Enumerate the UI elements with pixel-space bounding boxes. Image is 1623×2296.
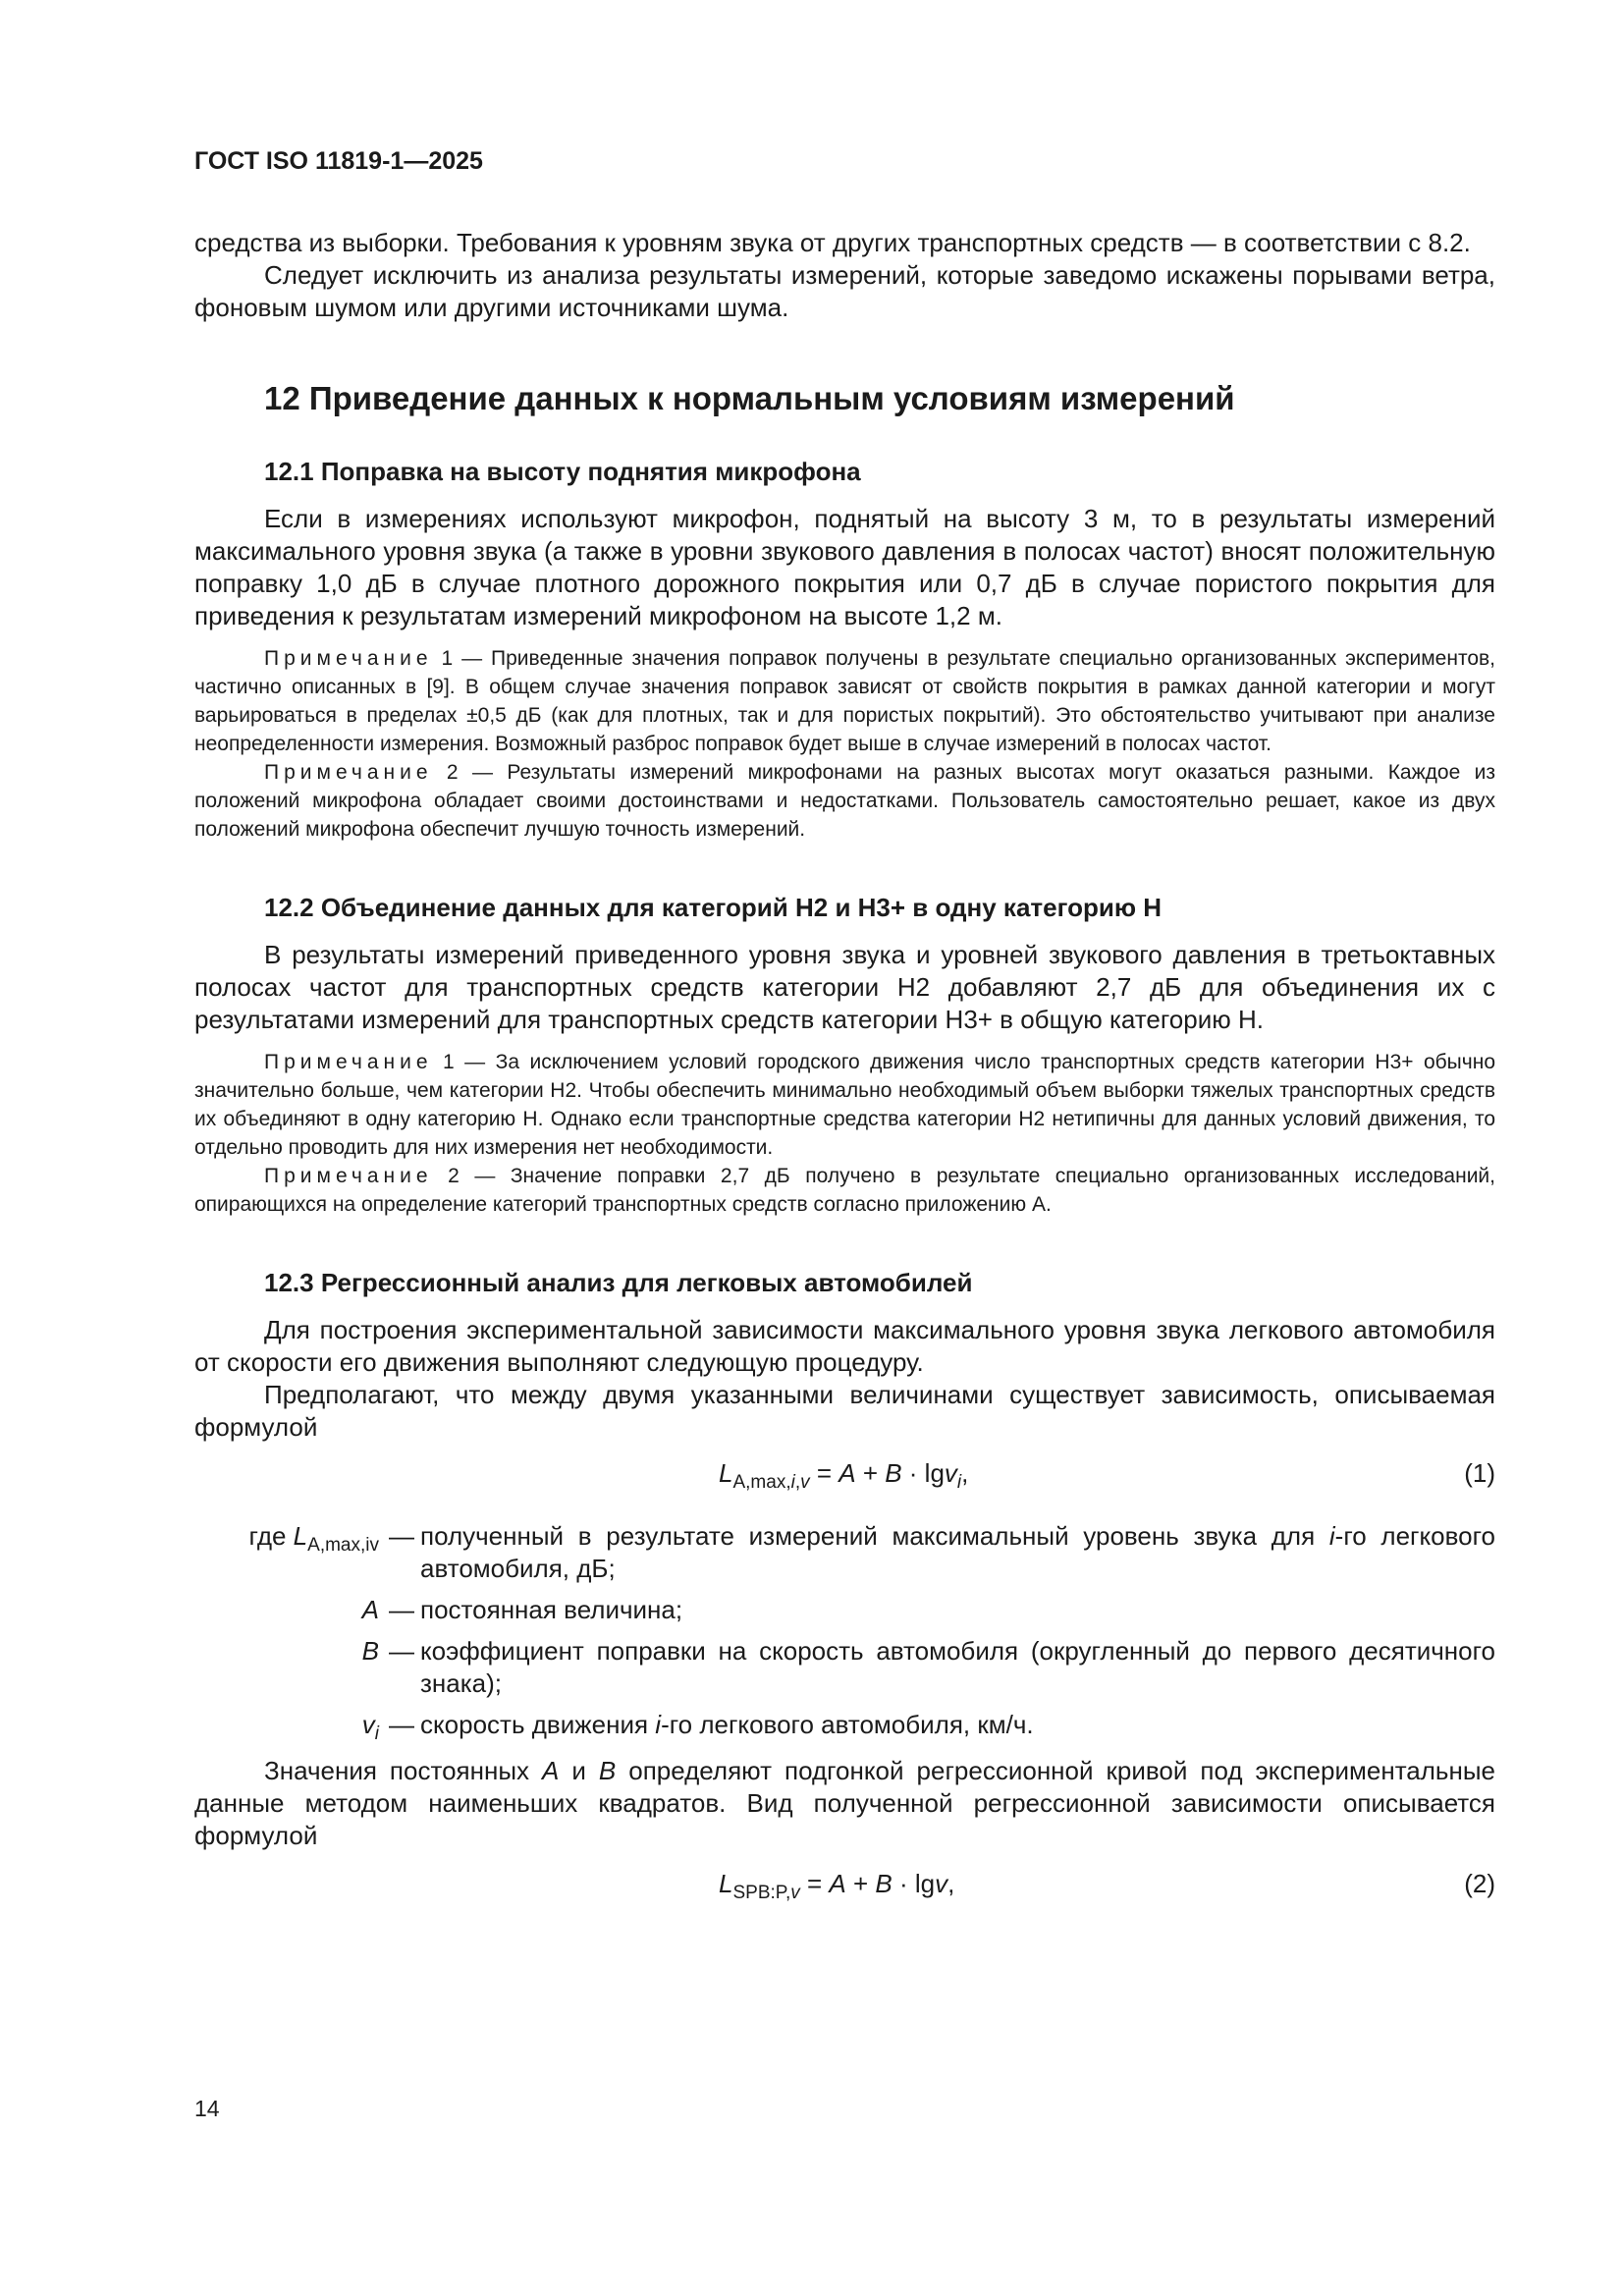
subsection-12-3-paragraph-1: Для построения экспериментальной зависимости максимального уровня звука легкового автомобиля от скорости его движения выполняют следующую процедуру.	[194, 1315, 1495, 1377]
legend-definition: скорость движения i-го легкового автомобиля, км/ч.	[420, 1710, 1034, 1739]
intro-paragraph-1: средства из выборки. Требования к уровням звука от других транспортных средств — в соответствии с 8.2.	[194, 228, 1471, 257]
subsection-12-1-notes	[194, 644, 1495, 844]
page-number: 14	[194, 2096, 220, 2121]
legend-dash: —	[389, 1710, 414, 1739]
note-text: 2 — Значение поправки 2,7 дБ получено в результате специально организованных исследований, опирающихся на определение категорий транспортных средств согласно приложению А.	[194, 1165, 1495, 1216]
legend-definition: коэффициент поправки на скорость автомобиля (округленный до первого десятичного знака);	[420, 1636, 1495, 1698]
note-label: Примечание	[264, 761, 433, 784]
legend-row	[194, 1635, 1495, 1700]
running-header: ГОСТ ISO 11819-1—2025	[194, 147, 483, 175]
formula-1-legend	[194, 1520, 1495, 1744]
note-text: 2 — Результаты измерений микрофонами на разных высотах могут оказаться разными. Каждое из положений микрофона обладает своими достоинствами и недостатками. Пользователь самостоятельно решает, какое из двух положений микрофона обеспечит лучшую точность измерений.	[194, 761, 1495, 841]
formula-2-expression: $L_{SPB:P,v} = A + B \cdot \lg v$,	[719, 1869, 955, 1903]
formula-2-number: (2)	[1464, 1869, 1495, 1898]
subsection-12-3-paragraph-3: Значения постоянных A и B определяют подгонкой регрессионной кривой под экспериментальные данные методом наименьших квадратов. Вид полученной регрессионной зависимости описывается формулой	[194, 1756, 1495, 1850]
legend-dash: —	[389, 1636, 414, 1666]
subsection-12-1-heading: 12.1 Поправка на высоту поднятия микрофона	[264, 457, 861, 486]
formula-1-expression: $L_{A,max,i,v} = A + B \cdot \lg v_i$,	[719, 1458, 969, 1493]
note-label: Примечание	[264, 1165, 433, 1187]
intro-paragraph-2: Следует исключить из анализа результаты измерений, которые заведомо искажены порывами ветра, фоновым шумом или другими источниками шума.	[194, 260, 1495, 322]
legend-row	[194, 1594, 1495, 1626]
note-label: Примечание	[264, 1051, 433, 1073]
legend-term: где $L_{A,max,iv}$	[248, 1521, 379, 1556]
subsection-12-3-heading: 12.3 Регрессионный анализ для легковых автомобилей	[264, 1268, 973, 1297]
note-text: 1 — Приведенные значения поправок получены в результате специально организованных экспериментов, частично описанных в [9]. В общем случае значения поправок зависят от свойств покрытия в рамках данной категории и могут варьироваться в пределах ±0,5 дБ (как для плотных, так и для пористых покрытий). Это обстоятельство учитывают при анализе неопределенности измерения. Возможный разброс поправок будет выше в случае измерений в полосах частот.	[194, 647, 1495, 755]
section-12-heading: 12 Приведение данных к нормальным условиям измерений	[264, 380, 1235, 416]
legend-definition: полученный в результате измерений максимальный уровень звука для i-го легкового автомобиля, дБ;	[420, 1521, 1495, 1583]
legend-term: A	[361, 1595, 379, 1624]
subsection-12-2-heading: 12.2 Объединение данных для категорий H2 и H3+ в одну категорию H	[264, 893, 1163, 922]
subsection-12-2-notes	[194, 1048, 1495, 1219]
note-12-2-1	[194, 1048, 1495, 1162]
note-12-1-1	[194, 644, 1495, 758]
intro-block	[194, 227, 1495, 324]
legend-row	[194, 1520, 1495, 1585]
formula-2	[194, 1868, 1495, 1911]
formula-1-number: (1)	[1464, 1458, 1495, 1488]
subsection-12-1-paragraph: Если в измерениях используют микрофон, поднятый на высоту 3 м, то в результаты измерений максимального уровня звука (а также в уровни звукового давления в полосах частот) вносят положительную поправку 1,0 дБ в случае плотного дорожного покрытия или 0,7 дБ в случае пористого покрытия для приведения к результатам измерений микрофоном на высоте 1,2 м.	[194, 504, 1495, 630]
note-text: 1 — За исключением условий городского движения число транспортных средств категории H3+ обычно значительно больше, чем категории H2. Чтобы обеспечить минимально необходимый объем выборки тяжелых транспортных средств их объединяют в одну категорию H. Однако если транспортные средства категории H2 нетипичны для данных условий движения, то отдельно проводить для них измерения нет необходимости.	[194, 1051, 1495, 1159]
subsection-12-3-paragraph-2: Предполагают, что между двумя указанными величинами существует зависимость, описываемая формулой	[194, 1380, 1495, 1442]
note-label: Примечание	[264, 647, 433, 670]
subsection-12-2-paragraph: В результаты измерений приведенного уровня звука и уровней звукового давления в третьоктавных полосах частот для транспортных средств категории H2 добавляют 2,7 дБ для объединения их с результатами измерений для транспортных средств категории H3+ в общую категорию H.	[194, 940, 1495, 1034]
formula-1	[194, 1457, 1495, 1501]
legend-term: B	[361, 1636, 379, 1666]
legend-definition: постоянная величина;	[420, 1595, 683, 1624]
legend-dash: —	[389, 1521, 414, 1551]
legend-dash: —	[389, 1595, 414, 1624]
note-12-2-2	[194, 1162, 1495, 1219]
legend-row	[194, 1709, 1495, 1744]
legend-term: $v_i$	[361, 1710, 379, 1744]
note-12-1-2	[194, 758, 1495, 844]
